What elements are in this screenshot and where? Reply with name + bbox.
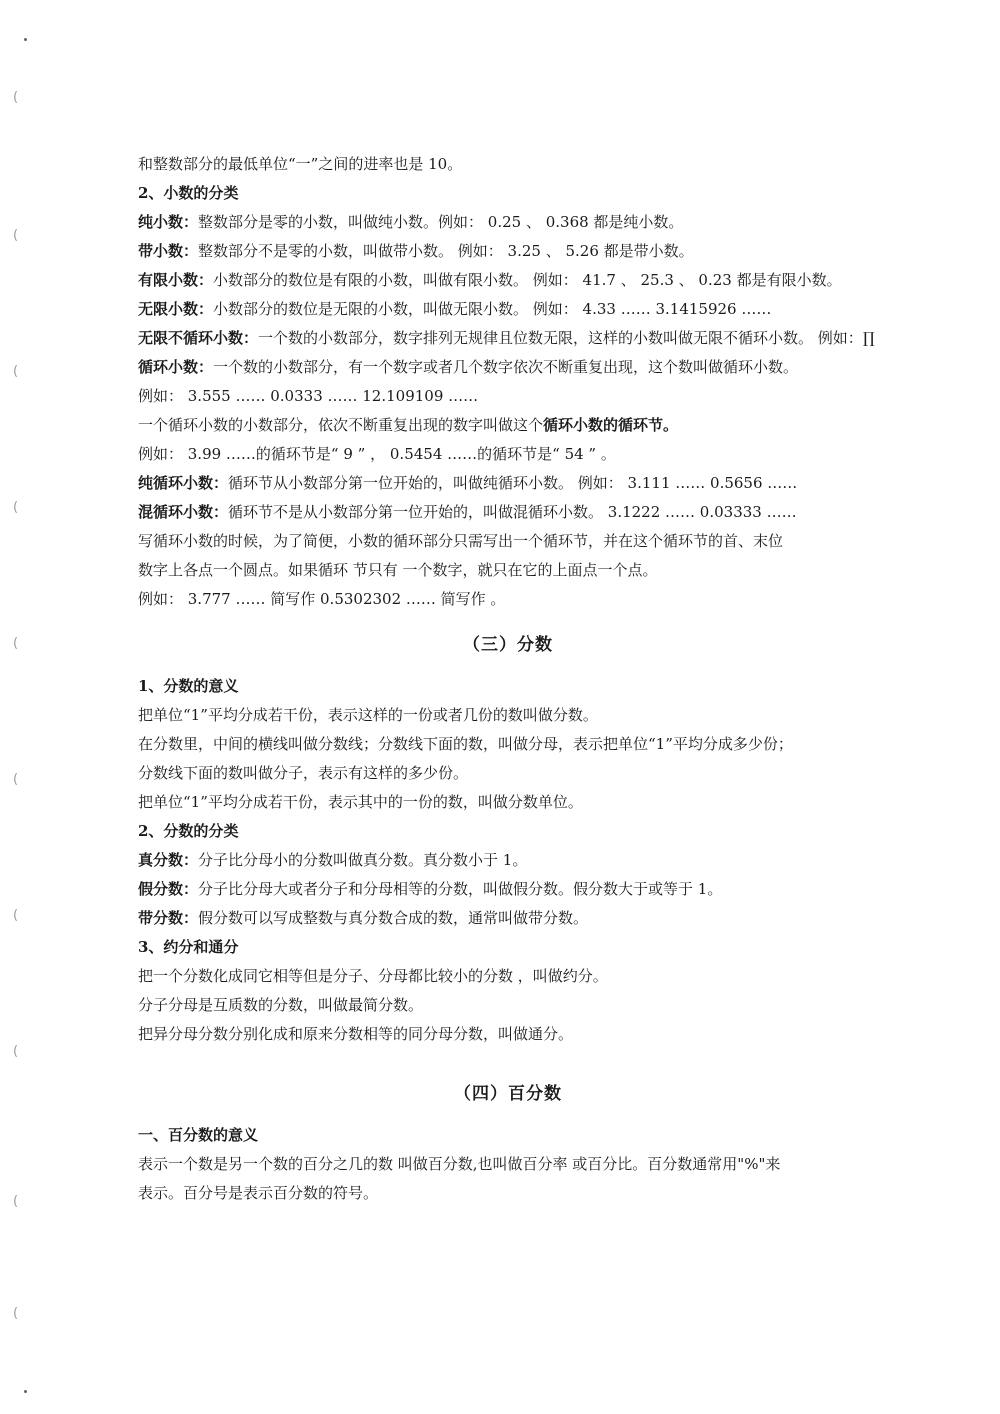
margin-mark: ( — [13, 1194, 19, 1209]
term-label: 有限小数： — [138, 271, 214, 289]
term-label: 真分数： — [138, 851, 199, 869]
percent-meaning-line: 表示。百分号是表示百分数的符号。 — [138, 1184, 379, 1202]
margin-mark: ( — [13, 90, 19, 105]
decimal-classification-heading: 2、小数的分类 — [138, 184, 239, 202]
margin-mark: ( — [13, 364, 19, 379]
term-label: 纯小数： — [138, 213, 199, 231]
repeating-decimal-example: 例如： 3.555 …… 0.0333 …… 12.109109 …… — [138, 387, 479, 405]
notation-line: 写循环小数的时候，为了简便，小数的循环部分只需写出一个循环节，并在这个循环节的首、末位 — [138, 532, 784, 550]
margin-mark: ( — [13, 500, 19, 515]
term-label: 无限不循环小数： — [138, 329, 259, 347]
notation-example: 例如： 3.777 …… 简写作 0.5302302 …… 简写作 。 — [138, 590, 506, 608]
definition-text: 分子比分母大或者分子和分母相等的分数，叫做假分数。假分数大于或等于 1。 — [198, 880, 723, 898]
definition-text: 整数部分不是零的小数，叫做带小数。 例如： 3.25 、 5.26 都是带小数。 — [198, 242, 694, 260]
fraction-meaning-line: 分数线下面的数叫做分子，表示有这样的多少份。 — [138, 764, 469, 782]
definition-text: 小数部分的数位是无限的小数，叫做无限小数。 例如： 4.33 …… 3.1415926 …… — [213, 300, 772, 318]
fractions-section-heading: （三）分数 — [463, 635, 553, 655]
pure-repeating-definition — [138, 469, 878, 498]
term-label: 带分数： — [138, 909, 199, 927]
definition-text: 整数部分是零的小数，叫做纯小数。例如： 0.25 、 0.368 都是纯小数。 — [198, 213, 684, 231]
definition-text: 分子比分母小的分数叫做真分数。真分数小于 1。 — [198, 851, 528, 869]
mixed-fraction-definition — [138, 904, 878, 933]
nonrepeating-decimal-definition — [138, 324, 878, 353]
term-label: 假分数： — [138, 880, 199, 898]
cycle-definition — [138, 411, 878, 440]
term-label: 循环小数的循环节。 — [543, 416, 679, 434]
mixed-decimal-definition — [138, 237, 878, 266]
definition-text: 一个循环小数的小数部分，依次不断重复出现的数字叫做这个 — [138, 416, 544, 434]
percent-section-heading: （四）百分数 — [454, 1084, 562, 1104]
fraction-meaning-line: 把单位“1”平均分成若干份，表示其中的一份的数，叫做分数单位。 — [138, 793, 583, 811]
margin-mark: ( — [13, 228, 19, 243]
improper-fraction-definition — [138, 875, 878, 904]
term-label: 循环小数： — [138, 358, 214, 376]
definition-text: 循环节从小数部分第一位开始的，叫做纯循环小数。 例如： 3.111 …… 0.5656 …… — [228, 474, 798, 492]
margin-mark: ( — [13, 1044, 19, 1059]
notation-line: 数字上各点一个圆点。如果循环 节只有 一个数字，就只在它的上面点一个点。 — [138, 561, 658, 579]
scan-speck — [24, 38, 27, 41]
reduce-line: 分子分母是互质数的分数，叫做最简分数。 — [138, 996, 424, 1014]
term-label: 纯循环小数： — [138, 474, 229, 492]
reduce-line: 把异分母分数分别化成和原来分数相等的同分母分数，叫做通分。 — [138, 1025, 574, 1043]
fraction-meaning-line: 把单位“1”平均分成若干份，表示这样的一份或者几份的数叫做分数。 — [138, 706, 598, 724]
scan-speck — [24, 1390, 27, 1393]
infinite-decimal-definition — [138, 295, 878, 324]
fraction-meaning-heading: 1、分数的意义 — [138, 677, 239, 695]
document-body — [138, 150, 878, 1208]
reduce-line: 把一个分数化成同它相等但是分子、分母都比较小的分数 ，叫做约分。 — [138, 967, 608, 985]
margin-mark: ( — [13, 908, 19, 923]
margin-mark: ( — [13, 772, 19, 787]
definition-text: 小数部分的数位是有限的小数，叫做有限小数。 例如： 41.7 、 25.3 、 0.23 都是有限小数。 — [213, 271, 842, 289]
definition-text: 一个数的小数部分，数字排列无规律且位数无限，这样的小数叫做无限不循环小数。 例如：∏ — [258, 329, 875, 347]
term-label: 无限小数： — [138, 300, 214, 318]
cycle-example: 例如： 3.99 ……的循环节是“ 9 ” ， 0.5454 ……的循环节是“ 54 ” 。 — [138, 445, 616, 463]
decimals-intro-line: 和整数部分的最低单位“一”之间的进率也是 10。 — [138, 155, 463, 173]
mixed-repeating-definition — [138, 498, 878, 527]
term-label: 带小数： — [138, 242, 199, 260]
definition-text: 循环节不是从小数部分第一位开始的，叫做混循环小数。 3.1222 …… 0.03333 …… — [228, 503, 797, 521]
percent-meaning-line: 表示一个数是另一个数的百分之几的数 叫做百分数,也叫做百分率 或百分比。百分数通常用"%"来 — [138, 1155, 781, 1173]
proper-fraction-definition — [138, 846, 878, 875]
finite-decimal-definition — [138, 266, 878, 295]
pure-decimal-definition — [138, 208, 878, 237]
definition-text: 一个数的小数部分，有一个数字或者几个数字依次不断重复出现，这个数叫做循环小数。 — [213, 358, 799, 376]
repeating-decimal-definition — [138, 353, 878, 382]
fraction-meaning-line: 在分数里，中间的横线叫做分数线；分数线下面的数，叫做分母，表示把单位“1”平均分成多少份； — [138, 735, 793, 753]
definition-text: 假分数可以写成整数与真分数合成的数，通常叫做带分数。 — [198, 909, 589, 927]
reduce-heading: 3、约分和通分 — [138, 938, 239, 956]
margin-mark: ( — [13, 1306, 19, 1321]
fraction-classification-heading: 2、分数的分类 — [138, 822, 239, 840]
margin-mark: ( — [13, 636, 19, 651]
term-label: 混循环小数： — [138, 503, 229, 521]
percent-meaning-heading: 一、百分数的意义 — [138, 1126, 259, 1144]
